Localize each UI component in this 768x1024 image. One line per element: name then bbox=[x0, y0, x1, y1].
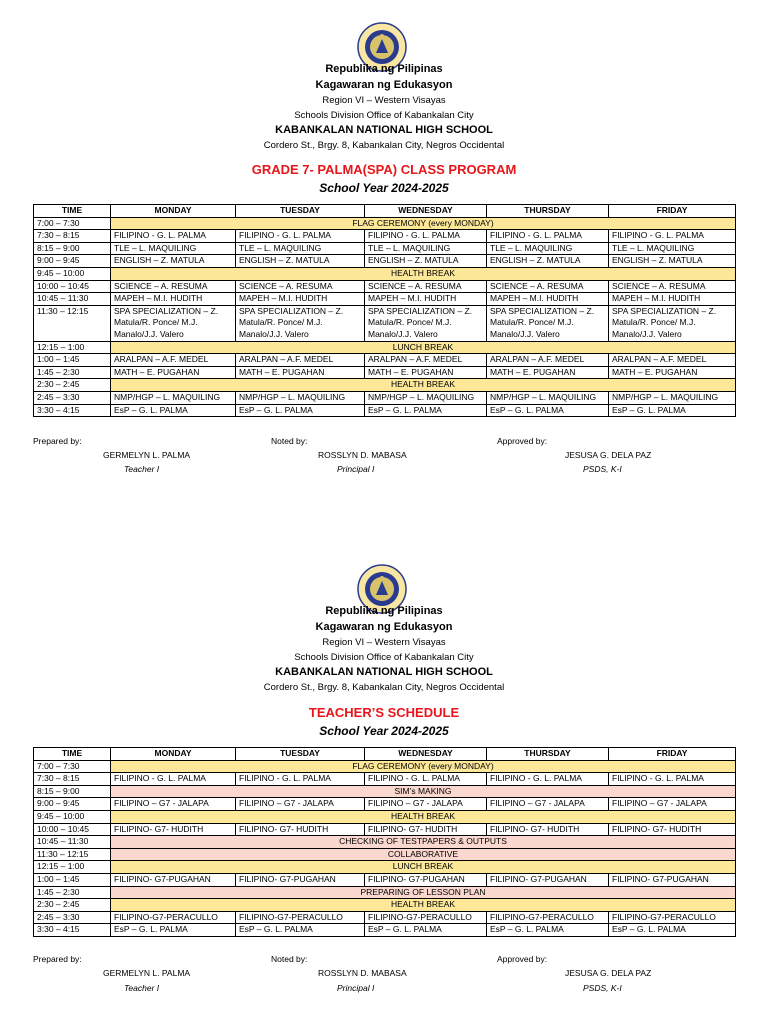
span-cell: FLAG CEREMONY (every MONDAY) bbox=[111, 217, 736, 230]
time-cell: 8:15 – 9:00 bbox=[34, 242, 111, 255]
subject-cell: NMP/HGP – L. MAQUILING bbox=[609, 391, 736, 404]
noted-by-label: Noted by: bbox=[271, 436, 308, 446]
header-department: Kagawaran ng Edukasyon bbox=[315, 79, 453, 91]
time-cell: 9:45 – 10:00 bbox=[34, 267, 111, 280]
column-header: TIME bbox=[34, 205, 111, 218]
subject-cell: NMP/HGP – L. MAQUILING bbox=[487, 391, 609, 404]
subject-cell: FILIPINO- G7-PUGAHAN bbox=[236, 873, 365, 886]
span-cell: HEALTH BREAK bbox=[111, 810, 736, 823]
subject-cell: FILIPINO - G. L. PALMA bbox=[365, 230, 487, 243]
subject-cell: FILIPINO-G7-PERACULLO bbox=[111, 911, 236, 924]
subject-cell: FILIPINO - G. L. PALMA bbox=[111, 230, 236, 243]
subject-cell: MAPEH – M.I. HUDITH bbox=[609, 293, 736, 306]
column-header: WEDNESDAY bbox=[365, 748, 487, 761]
subject-cell: EsP – G. L. PALMA bbox=[111, 924, 236, 937]
noted-by-label: Noted by: bbox=[271, 954, 308, 964]
table-row bbox=[34, 785, 736, 798]
table-row bbox=[34, 773, 736, 786]
column-header: THURSDAY bbox=[487, 748, 609, 761]
subject-cell: FILIPINO – G7 - JALAPA bbox=[365, 798, 487, 811]
time-cell: 1:00 – 1:45 bbox=[34, 873, 111, 886]
subject-cell: SPA SPECIALIZATION – Z. Matula/R. Ponce/ M.J. Manalo/J.J. Valero bbox=[365, 305, 487, 341]
subject-cell: FILIPINO - G. L. PALMA bbox=[487, 230, 609, 243]
prepared-by-label: Prepared by: bbox=[33, 954, 82, 964]
subject-cell: ENGLISH – Z. MATULA bbox=[236, 255, 365, 268]
subject-cell: FILIPINO – G7 - JALAPA bbox=[609, 798, 736, 811]
header-division: Schools Division Office of Kabankalan City bbox=[294, 652, 474, 663]
time-cell: 11:30 – 12:15 bbox=[34, 848, 111, 861]
header-school: KABANKALAN NATIONAL HIGH SCHOOL bbox=[275, 666, 493, 678]
time-cell: 9:00 – 9:45 bbox=[34, 798, 111, 811]
subject-cell: NMP/HGP – L. MAQUILING bbox=[111, 391, 236, 404]
subject-cell: FILIPINO - G. L. PALMA bbox=[365, 773, 487, 786]
time-cell: 1:00 – 1:45 bbox=[34, 354, 111, 367]
subject-cell: MAPEH – M.I. HUDITH bbox=[487, 293, 609, 306]
time-cell: 10:00 – 10:45 bbox=[34, 823, 111, 836]
subject-cell: FILIPINO- G7-PUGAHAN bbox=[487, 873, 609, 886]
time-cell: 2:30 – 2:45 bbox=[34, 899, 111, 912]
span-cell: CHECKING OF TESTPAPERS & OUTPUTS bbox=[111, 836, 736, 849]
approved-by-title: PSDS, K-I bbox=[583, 983, 622, 993]
span-cell: FLAG CEREMONY (every MONDAY) bbox=[111, 760, 736, 773]
time-cell: 10:00 – 10:45 bbox=[34, 280, 111, 293]
subject-cell: FILIPINO- G7-PUGAHAN bbox=[111, 873, 236, 886]
subject-cell: FILIPINO-G7-PERACULLO bbox=[365, 911, 487, 924]
header-department: Kagawaran ng Edukasyon bbox=[315, 621, 453, 633]
time-cell: 7:30 – 8:15 bbox=[34, 230, 111, 243]
noted-by-name: ROSSLYN D. MABASA bbox=[318, 450, 407, 460]
subject-cell: EsP – G. L. PALMA bbox=[609, 404, 736, 417]
table-row bbox=[34, 760, 736, 773]
subject-cell: EsP – G. L. PALMA bbox=[365, 924, 487, 937]
subject-cell: FILIPINO - G. L. PALMA bbox=[487, 773, 609, 786]
subject-cell: ARALPAN – A.F. MEDEL bbox=[487, 354, 609, 367]
time-cell: 7:00 – 7:30 bbox=[34, 217, 111, 230]
table-row bbox=[34, 873, 736, 886]
time-cell: 1:45 – 2:30 bbox=[34, 886, 111, 899]
time-cell: 3:30 – 4:15 bbox=[34, 404, 111, 417]
subject-cell: FILIPINO - G. L. PALMA bbox=[236, 230, 365, 243]
subject-cell: EsP – G. L. PALMA bbox=[236, 404, 365, 417]
span-cell: PREPARING OF LESSON PLAN bbox=[111, 886, 736, 899]
subject-cell: TLE – L. MAQUILING bbox=[487, 242, 609, 255]
subject-cell: NMP/HGP – L. MAQUILING bbox=[236, 391, 365, 404]
subject-cell: ARALPAN – A.F. MEDEL bbox=[111, 354, 236, 367]
span-cell: LUNCH BREAK bbox=[111, 341, 736, 354]
subject-cell: ENGLISH – Z. MATULA bbox=[111, 255, 236, 268]
table-row bbox=[34, 924, 736, 937]
table-row bbox=[34, 810, 736, 823]
subject-cell: SCIENCE – A. RESUMA bbox=[487, 280, 609, 293]
subject-cell: FILIPINO - G. L. PALMA bbox=[609, 230, 736, 243]
table-row bbox=[34, 861, 736, 874]
prepared-by-title: Teacher I bbox=[124, 464, 160, 474]
column-header: TUESDAY bbox=[236, 748, 365, 761]
subject-cell: FILIPINO- G7-PUGAHAN bbox=[609, 873, 736, 886]
approved-by-title: PSDS, K-I bbox=[583, 464, 622, 474]
time-cell: 12:15 – 1:00 bbox=[34, 861, 111, 874]
subject-cell: SPA SPECIALIZATION – Z. Matula/R. Ponce/ M.J. Manalo/J.J. Valero bbox=[487, 305, 609, 341]
subject-cell: SPA SPECIALIZATION – Z. Matula/R. Ponce/ M.J. Manalo/J.J. Valero bbox=[111, 305, 236, 341]
subject-cell: FILIPINO-G7-PERACULLO bbox=[609, 911, 736, 924]
time-cell: 2:45 – 3:30 bbox=[34, 391, 111, 404]
subject-cell: FILIPINO - G. L. PALMA bbox=[609, 773, 736, 786]
span-cell: SIM’s MAKING bbox=[111, 785, 736, 798]
noted-by-title: Principal I bbox=[337, 983, 375, 993]
approved-by-name: JESUSA G. DELA PAZ bbox=[565, 450, 652, 460]
table-row bbox=[34, 848, 736, 861]
subject-cell: TLE – L. MAQUILING bbox=[111, 242, 236, 255]
column-header: TUESDAY bbox=[236, 205, 365, 218]
table-row bbox=[34, 886, 736, 899]
column-header: FRIDAY bbox=[609, 205, 736, 218]
time-cell: 7:30 – 8:15 bbox=[34, 773, 111, 786]
table-row bbox=[34, 823, 736, 836]
subject-cell: FILIPINO- G7- HUDITH bbox=[111, 823, 236, 836]
document-title: TEACHER’S SCHEDULE bbox=[308, 705, 460, 720]
subject-cell: FILIPINO – G7 - JALAPA bbox=[111, 798, 236, 811]
subject-cell: MATH – E. PUGAHAN bbox=[236, 366, 365, 379]
subject-cell: FILIPINO - G. L. PALMA bbox=[111, 773, 236, 786]
column-header: TIME bbox=[34, 748, 111, 761]
subject-cell: FILIPINO- G7- HUDITH bbox=[236, 823, 365, 836]
prepared-by-name: GERMELYN L. PALMA bbox=[103, 968, 191, 978]
span-cell: HEALTH BREAK bbox=[111, 267, 736, 280]
prepared-by-label: Prepared by: bbox=[33, 436, 82, 446]
time-cell: 2:30 – 2:45 bbox=[34, 379, 111, 392]
subject-cell: EsP – G. L. PALMA bbox=[236, 924, 365, 937]
subject-cell: TLE – L. MAQUILING bbox=[365, 242, 487, 255]
subject-cell: SCIENCE – A. RESUMA bbox=[365, 280, 487, 293]
header-region: Region VI – Western Visayas bbox=[322, 95, 446, 106]
approved-by-label: Approved by: bbox=[497, 436, 548, 446]
column-header: MONDAY bbox=[111, 205, 236, 218]
subject-cell: FILIPINO- G7- HUDITH bbox=[365, 823, 487, 836]
prepared-by-title: Teacher I bbox=[124, 983, 160, 993]
subject-cell: ARALPAN – A.F. MEDEL bbox=[236, 354, 365, 367]
subject-cell: FILIPINO – G7 - JALAPA bbox=[487, 798, 609, 811]
span-cell: LUNCH BREAK bbox=[111, 861, 736, 874]
time-cell: 11:30 – 12:15 bbox=[34, 305, 111, 341]
table-row bbox=[34, 798, 736, 811]
subject-cell: FILIPINO - G. L. PALMA bbox=[236, 773, 365, 786]
header-region: Region VI – Western Visayas bbox=[322, 637, 446, 648]
time-cell: 10:45 – 11:30 bbox=[34, 836, 111, 849]
header-address: Cordero St., Brgy. 8, Kabankalan City, Negros Occidental bbox=[263, 140, 505, 151]
approved-by-name: JESUSA G. DELA PAZ bbox=[565, 968, 652, 978]
subject-cell: FILIPINO- G7- HUDITH bbox=[487, 823, 609, 836]
noted-by-title: Principal I bbox=[337, 464, 375, 474]
subject-cell: MAPEH – M.I. HUDITH bbox=[365, 293, 487, 306]
header-address: Cordero St., Brgy. 8, Kabankalan City, Negros Occidental bbox=[263, 682, 505, 693]
column-header: FRIDAY bbox=[609, 748, 736, 761]
subject-cell: FILIPINO-G7-PERACULLO bbox=[236, 911, 365, 924]
subject-cell: SCIENCE – A. RESUMA bbox=[111, 280, 236, 293]
prepared-by-name: GERMELYN L. PALMA bbox=[103, 450, 191, 460]
subject-cell: ENGLISH – Z. MATULA bbox=[365, 255, 487, 268]
subject-cell: MAPEH – M.I. HUDITH bbox=[111, 293, 236, 306]
table-row bbox=[34, 836, 736, 849]
subject-cell: EsP – G. L. PALMA bbox=[365, 404, 487, 417]
teacher-schedule-table bbox=[33, 747, 736, 937]
header-republic: Republika ng Pilipinas bbox=[325, 63, 443, 75]
table-row bbox=[34, 899, 736, 912]
noted-by-name: ROSSLYN D. MABASA bbox=[318, 968, 407, 978]
time-cell: 7:00 – 7:30 bbox=[34, 760, 111, 773]
subject-cell: MATH – E. PUGAHAN bbox=[609, 366, 736, 379]
subject-cell: NMP/HGP – L. MAQUILING bbox=[365, 391, 487, 404]
subject-cell: SCIENCE – A. RESUMA bbox=[236, 280, 365, 293]
subject-cell: FILIPINO-G7-PERACULLO bbox=[487, 911, 609, 924]
subject-cell: MATH – E. PUGAHAN bbox=[487, 366, 609, 379]
time-cell: 2:45 – 3:30 bbox=[34, 911, 111, 924]
time-cell: 10:45 – 11:30 bbox=[34, 293, 111, 306]
time-cell: 9:45 – 10:00 bbox=[34, 810, 111, 823]
subject-cell: FILIPINO – G7 - JALAPA bbox=[236, 798, 365, 811]
column-header: THURSDAY bbox=[487, 205, 609, 218]
subject-cell: SCIENCE – A. RESUMA bbox=[609, 280, 736, 293]
table-row bbox=[34, 911, 736, 924]
subject-cell: EsP – G. L. PALMA bbox=[111, 404, 236, 417]
column-header: WEDNESDAY bbox=[365, 205, 487, 218]
time-cell: 12:15 – 1:00 bbox=[34, 341, 111, 354]
header-division: Schools Division Office of Kabankalan City bbox=[294, 110, 474, 121]
time-cell: 3:30 – 4:15 bbox=[34, 924, 111, 937]
span-cell: HEALTH BREAK bbox=[111, 899, 736, 912]
subject-cell: TLE – L. MAQUILING bbox=[609, 242, 736, 255]
school-year: School Year 2024-2025 bbox=[319, 724, 449, 738]
time-cell: 9:00 – 9:45 bbox=[34, 255, 111, 268]
header-republic: Republika ng Pilipinas bbox=[325, 605, 443, 617]
subject-cell: SPA SPECIALIZATION – Z. Matula/R. Ponce/ M.J. Manalo/J.J. Valero bbox=[609, 305, 736, 341]
subject-cell: ARALPAN – A.F. MEDEL bbox=[609, 354, 736, 367]
document-title: GRADE 7- PALMA(SPA) CLASS PROGRAM bbox=[251, 162, 517, 177]
header-school: KABANKALAN NATIONAL HIGH SCHOOL bbox=[275, 124, 493, 136]
school-year: School Year 2024-2025 bbox=[319, 181, 449, 195]
time-cell: 1:45 – 2:30 bbox=[34, 366, 111, 379]
subject-cell: EsP – G. L. PALMA bbox=[487, 404, 609, 417]
subject-cell: ENGLISH – Z. MATULA bbox=[487, 255, 609, 268]
subject-cell: SPA SPECIALIZATION – Z. Matula/R. Ponce/ M.J. Manalo/J.J. Valero bbox=[236, 305, 365, 341]
span-cell: COLLABORATIVE bbox=[111, 848, 736, 861]
subject-cell: MAPEH – M.I. HUDITH bbox=[236, 293, 365, 306]
subject-cell: ARALPAN – A.F. MEDEL bbox=[365, 354, 487, 367]
span-cell: HEALTH BREAK bbox=[111, 379, 736, 392]
subject-cell: EsP – G. L. PALMA bbox=[487, 924, 609, 937]
subject-cell: TLE – L. MAQUILING bbox=[236, 242, 365, 255]
subject-cell: MATH – E. PUGAHAN bbox=[365, 366, 487, 379]
approved-by-label: Approved by: bbox=[497, 954, 548, 964]
subject-cell: EsP – G. L. PALMA bbox=[609, 924, 736, 937]
subject-cell: FILIPINO- G7- HUDITH bbox=[609, 823, 736, 836]
time-cell: 8:15 – 9:00 bbox=[34, 785, 111, 798]
subject-cell: ENGLISH – Z. MATULA bbox=[609, 255, 736, 268]
table-header-row bbox=[34, 748, 736, 761]
subject-cell: MATH – E. PUGAHAN bbox=[111, 366, 236, 379]
column-header: MONDAY bbox=[111, 748, 236, 761]
subject-cell: FILIPINO- G7-PUGAHAN bbox=[365, 873, 487, 886]
